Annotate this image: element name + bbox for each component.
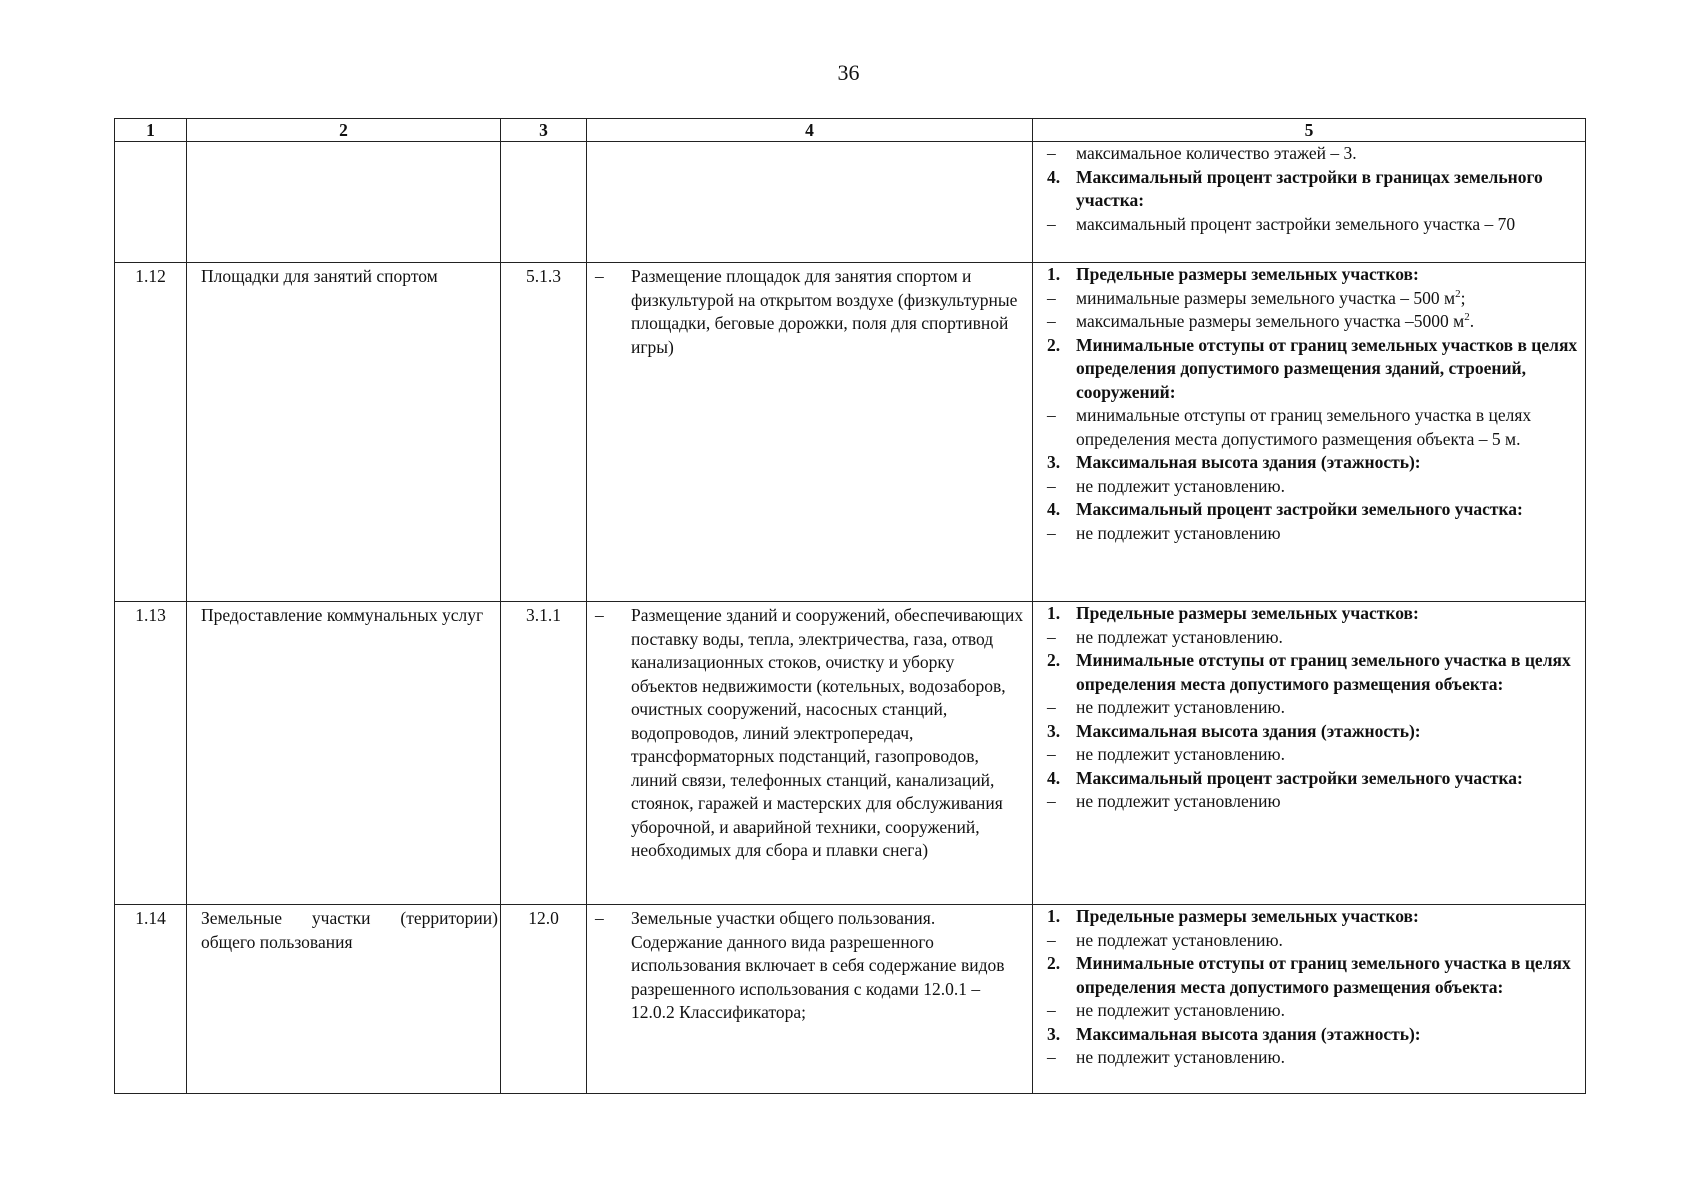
parameter-heading: [1041, 166, 1579, 213]
parameter-text: [1076, 310, 1579, 334]
parameter-value: [1041, 999, 1579, 1023]
column-header: 5: [1033, 119, 1586, 142]
parameter-heading: [1041, 952, 1579, 999]
list-marker: –: [1047, 626, 1056, 647]
parameter-text: [1076, 929, 1579, 953]
list-dash: –: [595, 908, 604, 928]
parameter-text: [1076, 1023, 1579, 1047]
list-marker: –: [1047, 143, 1056, 163]
parameter-text: [1076, 263, 1579, 287]
parameter-heading: [1041, 334, 1579, 405]
parameter-value: [1041, 310, 1579, 334]
parameter-text: [1076, 475, 1579, 499]
parameter-value: [1041, 475, 1579, 499]
list-marker: 4.: [1047, 166, 1061, 187]
parameter-text-main: минимальные размеры земельного участка – 500 м: [1076, 287, 1456, 308]
parameter-text-main: Максимальный процент застройки земельного участка:: [1076, 499, 1523, 519]
column-header: 3: [501, 119, 587, 142]
row-number: 1.14: [115, 905, 187, 1094]
list-marker: –: [1047, 929, 1056, 950]
parameter-text: [1076, 649, 1579, 696]
parameter-text: [1076, 999, 1579, 1023]
list-marker: 2.: [1047, 334, 1061, 355]
table-header-row: [115, 119, 1586, 142]
parameter-text-main: максимальные размеры земельного участка –5000 м: [1076, 311, 1465, 331]
list-marker: 4.: [1047, 499, 1061, 519]
parameter-text-main: не подлежит установлению.: [1076, 1047, 1285, 1067]
list-marker: –: [1047, 311, 1056, 331]
list-marker: –: [1047, 744, 1056, 764]
parameter-text: [1076, 142, 1579, 166]
list-marker: 3.: [1047, 720, 1061, 741]
list-marker: –: [1047, 213, 1056, 234]
use-type-name: Предоставление коммунальных услуг: [187, 602, 501, 905]
parameter-heading: [1041, 905, 1579, 929]
parameter-text-tail: ;: [1460, 287, 1466, 308]
parameter-text: [1076, 952, 1579, 999]
parameter-heading: [1041, 498, 1579, 522]
parameters-cell: [1033, 602, 1586, 905]
parameter-text: [1076, 522, 1579, 546]
use-description-cell: [587, 142, 1033, 263]
list-marker: –: [1047, 287, 1056, 308]
superscript: 2: [1455, 287, 1461, 300]
row-number: 1.13: [115, 602, 187, 905]
parameters-cell: [1033, 142, 1586, 263]
parameter-text-main: Предельные размеры земельных участков:: [1076, 906, 1419, 926]
list-marker: 4.: [1047, 767, 1061, 788]
use-description: Размещение зданий и сооружений, обеспечивающих поставку воды, тепла, электричества, газа, отвод канализационных стоков, очистку и уборку объектов недвижимости (котельных, водозаборов, очистных сооружений, насосных станций, водопроводов, линий электропередач, трансформаторных подстанций, газопроводов, линий связи, телефонных станций, канализаций, стоянок, гаражей и мастерских для обслуживания уборочной, и аварийной техники, сооружений, необходимых для сбора и плавки снега): [631, 605, 1024, 860]
classifier-code: 5.1.3: [501, 263, 587, 602]
row-number: 1.12: [115, 263, 187, 602]
list-marker: 2.: [1047, 650, 1061, 670]
parameter-heading: [1041, 767, 1579, 791]
parameter-text-main: Максимальный процент застройки в границах земельного участка:: [1076, 166, 1543, 210]
list-marker: 1.: [1047, 906, 1061, 926]
parameter-text-main: Максимальная высота здания (этажность):: [1076, 720, 1421, 741]
parameter-heading: [1041, 263, 1579, 287]
parameter-text-main: не подлежит установлению.: [1076, 697, 1285, 717]
list-marker: –: [1047, 1000, 1056, 1020]
parameter-text-main: максимальное количество этажей – 3.: [1076, 143, 1357, 163]
parameter-text-tail: .: [1469, 311, 1475, 331]
parameter-text: [1076, 451, 1579, 475]
use-description: Земельные участки общего пользования. Содержание данного вида разрешенного использования включает в себя содержание видов разрешенного использования с кодами 12.0.1 – 12.0.2 Классификатора;: [631, 908, 1005, 1022]
parameter-value: [1041, 929, 1579, 953]
list-dash: –: [595, 266, 604, 286]
parameter-text-main: не подлежит установлению.: [1076, 1000, 1285, 1020]
parameter-text: [1076, 1046, 1579, 1070]
parameter-text-main: Максимальный процент застройки земельного участка:: [1076, 767, 1523, 788]
parameter-text-main: Предельные размеры земельных участков:: [1076, 603, 1419, 623]
parameter-value: [1041, 743, 1579, 767]
parameter-text: [1076, 905, 1579, 929]
use-type-name: [187, 142, 501, 263]
list-marker: –: [1047, 522, 1056, 543]
list-dash: –: [595, 605, 604, 625]
parameter-value: [1041, 142, 1579, 166]
parameter-text: [1076, 166, 1579, 213]
parameter-heading: [1041, 451, 1579, 475]
parameter-value: [1041, 404, 1579, 451]
parameter-text: [1076, 767, 1579, 791]
parameter-text: [1076, 790, 1579, 814]
row-number: [115, 142, 187, 263]
parameter-text: [1076, 720, 1579, 744]
classifier-code: 3.1.1: [501, 602, 587, 905]
parameter-heading: [1041, 649, 1579, 696]
parameter-heading: [1041, 602, 1579, 626]
parameter-text-main: не подлежит установлению.: [1076, 475, 1285, 496]
list-marker: 2.: [1047, 953, 1061, 973]
parameter-heading: [1041, 720, 1579, 744]
page-number: 36: [837, 60, 860, 85]
parameter-text: [1076, 696, 1579, 720]
parameter-text-main: не подлежат установлению.: [1076, 929, 1283, 950]
use-description: Размещение площадок для занятия спортом и физкультурой на открытом воздухе (физкультурные площадки, беговые дорожки, поля для спортивной игры): [631, 266, 1018, 357]
list-marker: 1.: [1047, 264, 1061, 284]
parameter-text-main: Максимальная высота здания (этажность):: [1076, 1023, 1421, 1044]
parameter-value: [1041, 790, 1579, 814]
use-description-cell: [587, 263, 1033, 602]
parameter-text: [1076, 213, 1579, 237]
parameter-text-main: Минимальные отступы от границ земельного участка в целях определения места допустимого размещения объекта:: [1076, 650, 1571, 694]
parameter-text: [1076, 404, 1579, 451]
table-row: [115, 263, 1586, 602]
parameter-text-main: максимальный процент застройки земельного участка – 70: [1076, 213, 1516, 234]
list-marker: –: [1047, 1047, 1056, 1067]
parameter-text: [1076, 287, 1579, 311]
list-marker: –: [1047, 405, 1056, 425]
table-row: [115, 602, 1586, 905]
superscript: 2: [1464, 311, 1470, 324]
parameter-text-main: Максимальная высота здания (этажность):: [1076, 452, 1421, 472]
parameter-value: [1041, 626, 1579, 650]
parameter-text: [1076, 626, 1579, 650]
parameters-cell: [1033, 905, 1586, 1094]
zoning-table: [114, 118, 1586, 1094]
use-type-name: Площадки для занятий спортом: [187, 263, 501, 602]
parameter-text: [1076, 498, 1579, 522]
parameter-value: [1041, 1046, 1579, 1070]
table-row: [115, 905, 1586, 1094]
parameter-value: [1041, 696, 1579, 720]
use-description-cell: [587, 602, 1033, 905]
parameter-text: [1076, 743, 1579, 767]
table-row: [115, 142, 1586, 263]
column-header: 1: [115, 119, 187, 142]
list-marker: –: [1047, 791, 1056, 811]
parameter-text-main: Минимальные отступы от границ земельных участков в целях определения допустимого размещения зданий, строений, сооружений:: [1076, 334, 1578, 402]
list-marker: –: [1047, 475, 1056, 496]
classifier-code: 12.0: [501, 905, 587, 1094]
parameter-text-main: не подлежат установлению.: [1076, 626, 1283, 647]
parameter-text-main: Предельные размеры земельных участков:: [1076, 264, 1419, 284]
list-marker: 1.: [1047, 603, 1061, 623]
list-marker: –: [1047, 697, 1056, 717]
classifier-code: [501, 142, 587, 263]
list-marker: 3.: [1047, 452, 1061, 472]
parameter-text-main: не подлежит установлению.: [1076, 744, 1285, 764]
parameters-cell: [1033, 263, 1586, 602]
use-description-cell: [587, 905, 1033, 1094]
parameter-value: [1041, 522, 1579, 546]
parameter-text-main: не подлежит установлению: [1076, 791, 1281, 811]
parameter-text-main: минимальные отступы от границ земельного участка в целях определения места допустимого размещения объекта – 5 м.: [1076, 405, 1532, 449]
parameter-heading: [1041, 1023, 1579, 1047]
parameter-value: [1041, 213, 1579, 237]
list-marker: 3.: [1047, 1023, 1061, 1044]
use-type-name: Земельные участки (территории) общего пользования: [187, 905, 501, 1094]
column-header: 4: [587, 119, 1033, 142]
parameter-text: [1076, 602, 1579, 626]
parameter-text-main: не подлежит установлению: [1076, 522, 1281, 543]
parameter-text-main: Минимальные отступы от границ земельного участка в целях определения места допустимого размещения объекта:: [1076, 953, 1571, 997]
parameter-value: [1041, 287, 1579, 311]
parameter-text: [1076, 334, 1579, 405]
column-header: 2: [187, 119, 501, 142]
